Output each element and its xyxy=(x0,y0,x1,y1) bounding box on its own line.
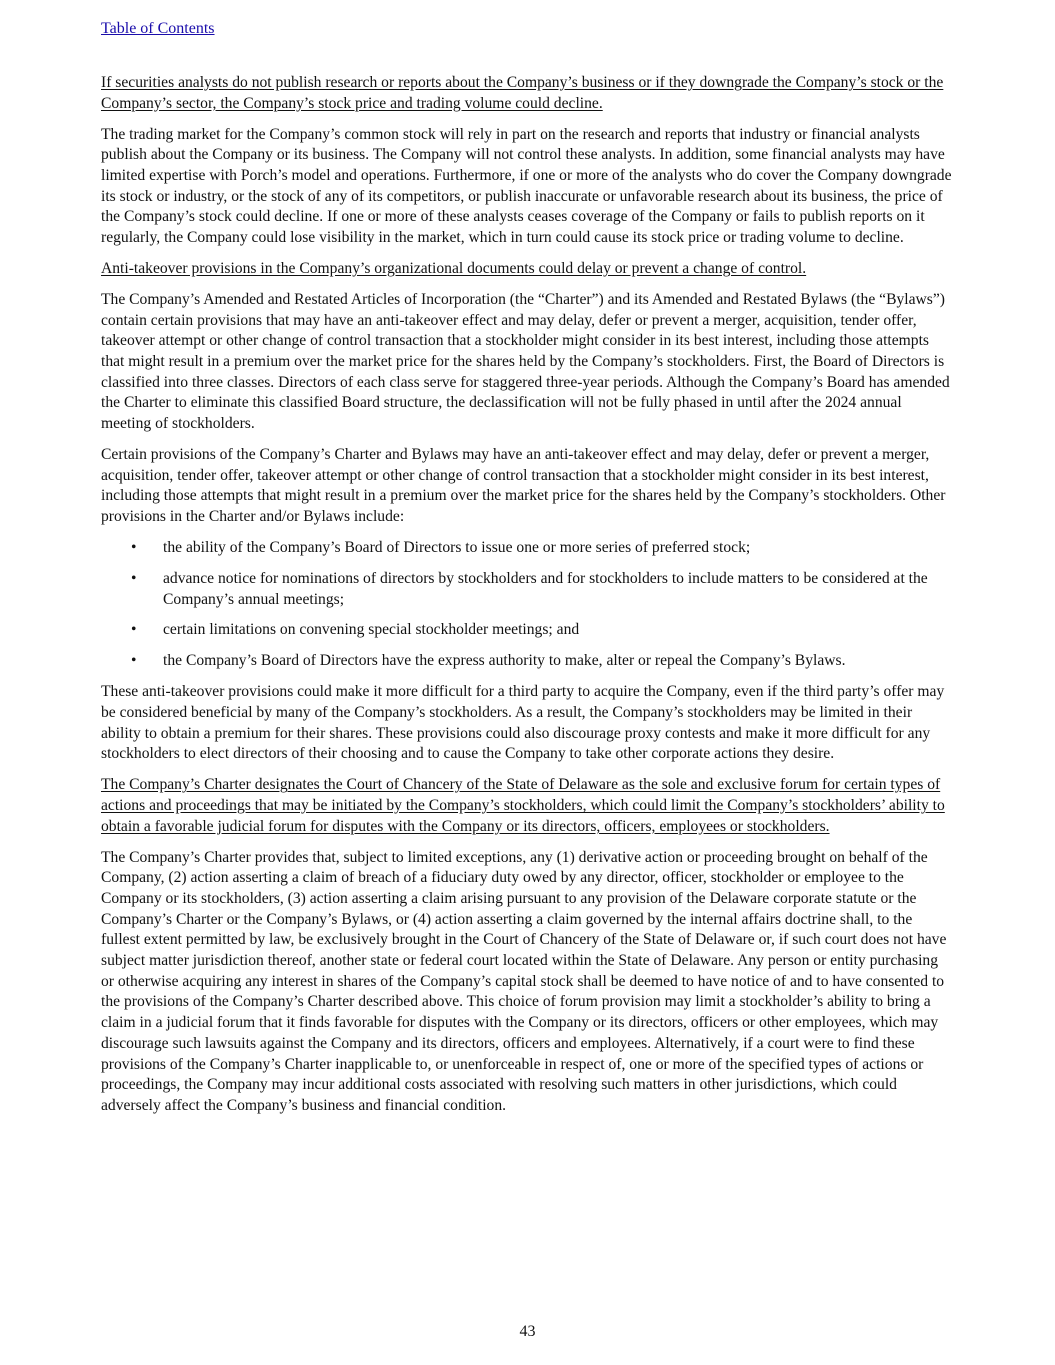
paragraph-charter-bylaws: The Company’s Amended and Restated Articles of Incorporation (the “Charter”) and its Amended and Restated Bylaws (the “Bylaws”) contain certain provisions that may have an anti-takeover effect and may delay, defer or prevent a merger, acquisition, tender offer, takeover attempt or other change of control transaction that a stockholder might consider in its best interest, including those attempts that might result in a premium over the market price for the shares held by the Company’s stockholders. First, the Board of Directors is classified into three classes. Directors of each class serve for staggered three-year periods. Although the Company’s Board has amended the Charter to eliminate this classified Board structure, the declassification will not be fully phased in until after the 2024 annual meeting of stockholders. xyxy=(101,290,950,433)
list-item xyxy=(101,651,954,672)
section-heading-exclusive-forum: The Company’s Charter designates the Court of Chancery of the State of Delaware as the sole and exclusive forum for certain types of actions and proceedings that may be initiated by the Company’s stockholders, which could limit the Company’s stockholders’ ability to obtain a favorable judicial forum for disputes with the Company or its directors, officers, employees or stockholders. xyxy=(101,776,945,835)
table-of-contents-link[interactable]: Table of Contents xyxy=(101,20,215,37)
paragraph-exclusive-forum: The Company’s Charter provides that, subject to limited exceptions, any (1) derivative action or proceeding brought on behalf of the Company, (2) action asserting a claim of breach of a fiduciary duty owed by any director, officer, stockholder or employee to the Company or its stockholders, (3) action asserting a claim arising pursuant to any provision of the Delaware corporate statute or the Company’s Charter or the Company’s Bylaws, or (4) action asserting a claim governed by the internal affairs doctrine shall, to the fullest extent permitted by law, be exclusively brought in the Court of Chancery of the State of Delaware or, if such court does not have subject matter jurisdiction thereof, another state or federal court located within the State of Delaware. Any person or entity purchasing or otherwise acquiring any interest in shares of the Company’s capital stock shall be deemed to have notice of and to have consented to the provisions of the Company’s Charter described above. This choice of forum provision may limit a stockholder’s ability to bring a claim in a judicial forum that it finds favorable for disputes with the Company or its directors, officers or other employees, which may discourage such lawsuits against the Company and its directors, officers and employees. Alternatively, if a court were to find these provisions of the Company’s Charter inapplicable to, or unenforceable in respect of, one or more of the specified types of actions or proceedings, the Company may incur additional costs associated with resolving such matters in other jurisdictions, which could adversely affect the Company’s business and financial condition. xyxy=(101,848,947,1114)
list-item-text: certain limitations on convening special stockholder meetings; and xyxy=(163,621,580,639)
bullet-icon: • xyxy=(131,652,137,670)
paragraph-other-provisions: Certain provisions of the Company’s Charter and Bylaws may have an anti-takeover effect and may delay, defer or prevent a merger, acquisition, tender offer, takeover attempt or other change of control transaction that a stockholder might consider in its best interest, including those attempts that might result in a premium over the market price for the shares held by the Company’s stockholders. Other provisions in the Charter and/or Bylaws include: xyxy=(101,446,946,526)
list-item-text: the ability of the Company’s Board of Directors to issue one or more series of preferred stock; xyxy=(163,539,751,556)
paragraph-analyst-coverage: The trading market for the Company’s common stock will rely in part on the research and reports that industry or financial analysts publish about the Company or its business. The Company will not control these analysts. In addition, some financial analysts may have limited expertise with Porch’s model and operations. Furthermore, if one or more of the analysts who do cover the Company downgrade its stock or industry, or the stock of any of its competitors, or publish inaccurate or unfavorable research about its business, the price of the Company’s stock could decline. If one or more of these analysts ceases coverage of the Company or fails to publish reports on it regularly, the Company could lose visibility in the market, which in turn could cause its stock price or trading volume to decline. xyxy=(101,125,952,247)
list-item-text: advance notice for nominations of directors by stockholders and for stockholders to include matters to be considered at the Company’s annual meetings; xyxy=(163,569,928,608)
bullet-icon: • xyxy=(131,539,137,556)
list-item xyxy=(101,569,954,610)
bullet-icon: • xyxy=(131,621,137,639)
bullet-icon: • xyxy=(131,569,137,587)
section-heading-analyst-coverage: If securities analysts do not publish research or reports about the Company’s business or if they downgrade the Company’s stock or the Company’s sector, the Company’s stock price and trading volume could decline. xyxy=(101,74,944,112)
paragraph-anti-takeover-effects: These anti-takeover provisions could make it more difficult for a third party to acquire the Company, even if the third party’s offer may be considered beneficial by many of the Company’s stockholders. As a result, the Company’s stockholders may be limited in their ability to obtain a premium for their shares. These provisions could also discourage proxy contests and make it more difficult for any stockholders to elect directors of their choosing and to cause the Company to take other corporate actions they desire. xyxy=(101,683,945,763)
section-heading-anti-takeover: Anti-takeover provisions in the Company’s organizational documents could delay or prevent a change of control. xyxy=(101,260,807,277)
provisions-list xyxy=(101,538,954,672)
list-item xyxy=(101,538,954,559)
page-content xyxy=(101,73,954,1127)
page-number: 43 xyxy=(519,1323,536,1340)
list-item-text: the Company’s Board of Directors have the express authority to make, alter or repeal the Company’s Bylaws. xyxy=(163,652,846,670)
list-item xyxy=(101,620,954,641)
